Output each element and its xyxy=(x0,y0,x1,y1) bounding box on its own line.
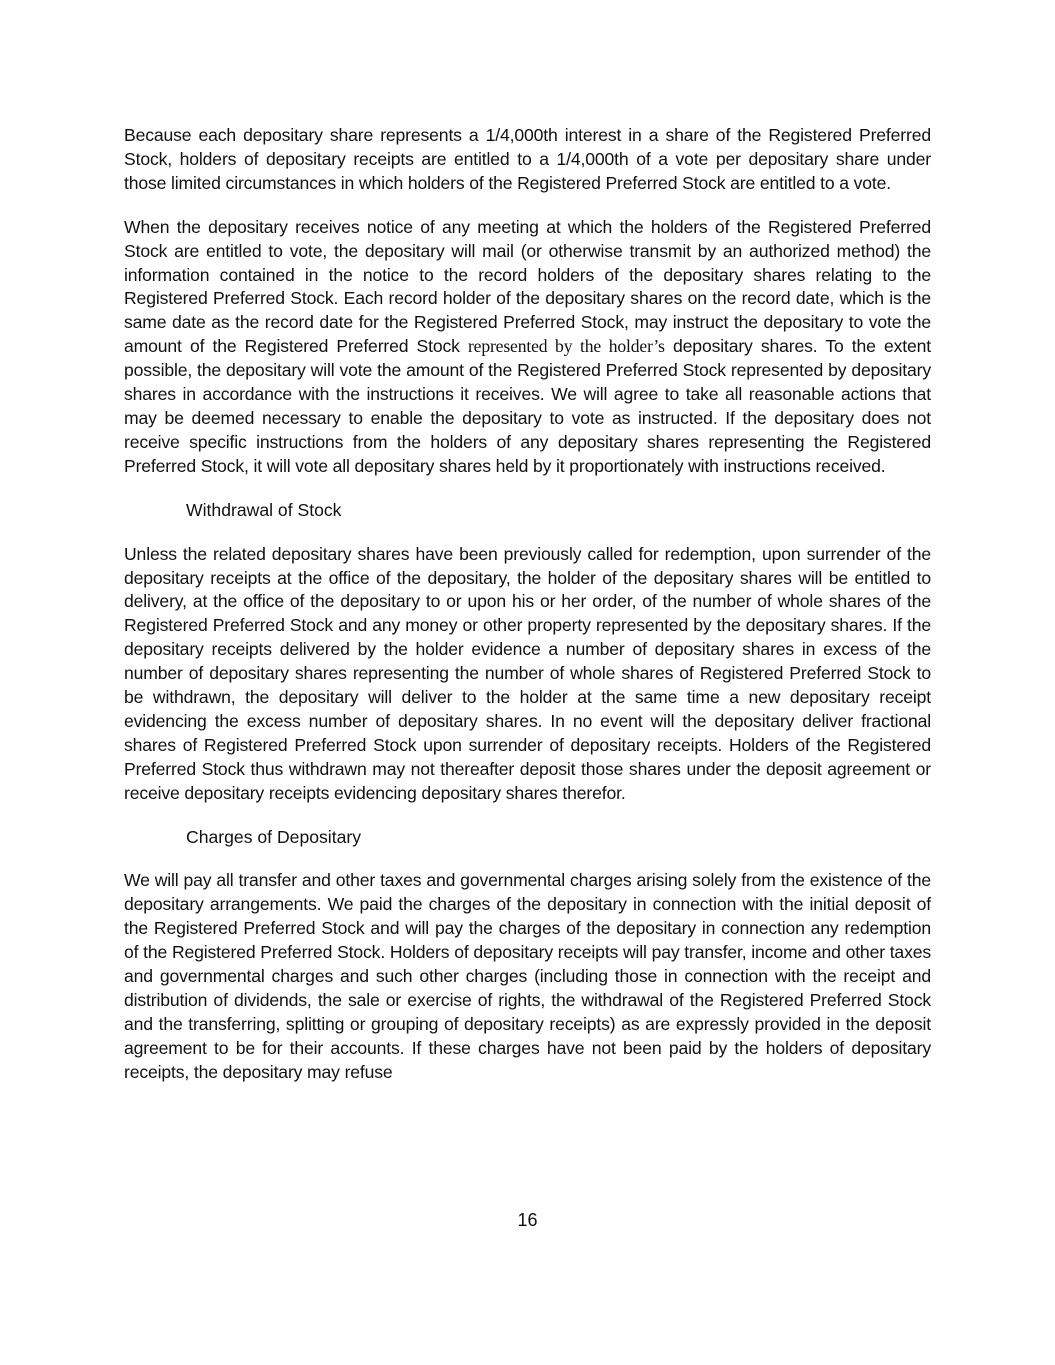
paragraph-depositary-voting-serif-run: represented by the holder’s xyxy=(467,336,665,357)
document-body xyxy=(124,124,931,1085)
paragraph-withdrawal-of-stock: Unless the related depositary shares have been previously called for redemption, upon surrender of the depositary receipts at the office of the depositary, the holder of the depositary shares will be entitled to delivery, at the office of the depositary to or upon his or her order, of the number of whole shares of the Registered Preferred Stock and any money or other property represented by the depositary shares. If the depositary receipts delivered by the holder evidence a number of depositary shares in excess of the number of depositary shares representing the number of whole shares of Registered Preferred Stock to be withdrawn, the depositary will deliver to the holder at the same time a new depositary receipt evidencing the excess number of depositary shares. In no event will the depositary deliver fractional shares of Registered Preferred Stock upon surrender of depositary receipts. Holders of the Registered Preferred Stock thus withdrawn may not thereafter deposit those shares under the deposit agreement or receive depositary receipts evidencing depositary shares therefor. xyxy=(124,543,931,803)
section-heading-charges-of-depositary: Charges of Depositary xyxy=(186,826,362,847)
paragraph-depositary-voting-text-1: When the depositary receives notice of any meeting at which the holders of the Registered Preferred Stock are entitled to vote, the depositary will mail (or otherwise transmit by an authorized method) the information contained in the notice to the record holders of the depositary shares relating to the Registered Preferred Stock. Each record holder of the depositary shares on the record date, which is the same date as the record date for the Registered Preferred Stock, may instruct the depositary to vote the amount of the Registered Preferred Stock xyxy=(124,216,931,357)
page-number: 16 xyxy=(517,1210,538,1230)
paragraph-depositary-voting-text-2: depositary shares. To the extent possible, the depositary will vote the amount of the Registered Preferred Stock represented by depositary shares in accordance with the instructions it receives. We will agree to take all reasonable actions that may be deemed necessary to enable the depositary to vote as instructed. If the depositary does not receive specific instructions from the holders of any depositary shares representing the Registered Preferred Stock, it will vote all depositary shares held by it proportionately with instructions received. xyxy=(124,336,931,476)
section-heading-withdrawal-of-stock: Withdrawal of Stock xyxy=(186,499,342,520)
paragraph-voting-interest: Because each depositary share represents a 1/4,000th interest in a share of the Registered Preferred Stock, holders of depositary receipts are entitled to a 1/4,000th of a vote per depositary share under those limited circumstances in which holders of the Registered Preferred Stock are entitled to a vote. xyxy=(124,125,931,193)
paragraph-depositary-voting xyxy=(124,216,931,479)
paragraph-charges-of-depositary: We will pay all transfer and other taxes and governmental charges arising solely from the existence of the depositary arrangements. We paid the charges of the depositary in connection with the initial deposit of the Registered Preferred Stock and will pay the charges of the depositary in connection any redemption of the Registered Preferred Stock. Holders of depositary receipts will pay transfer, income and other taxes and governmental charges and such other charges (including those in connection with the receipt and distribution of dividends, the sale or exercise of rights, the withdrawal of the Registered Preferred Stock and the transferring, splitting or grouping of depositary receipts) as are expressly provided in the deposit agreement to be for their accounts. If these charges have not been paid by the holders of depositary receipts, the depositary may refuse xyxy=(124,870,931,1082)
